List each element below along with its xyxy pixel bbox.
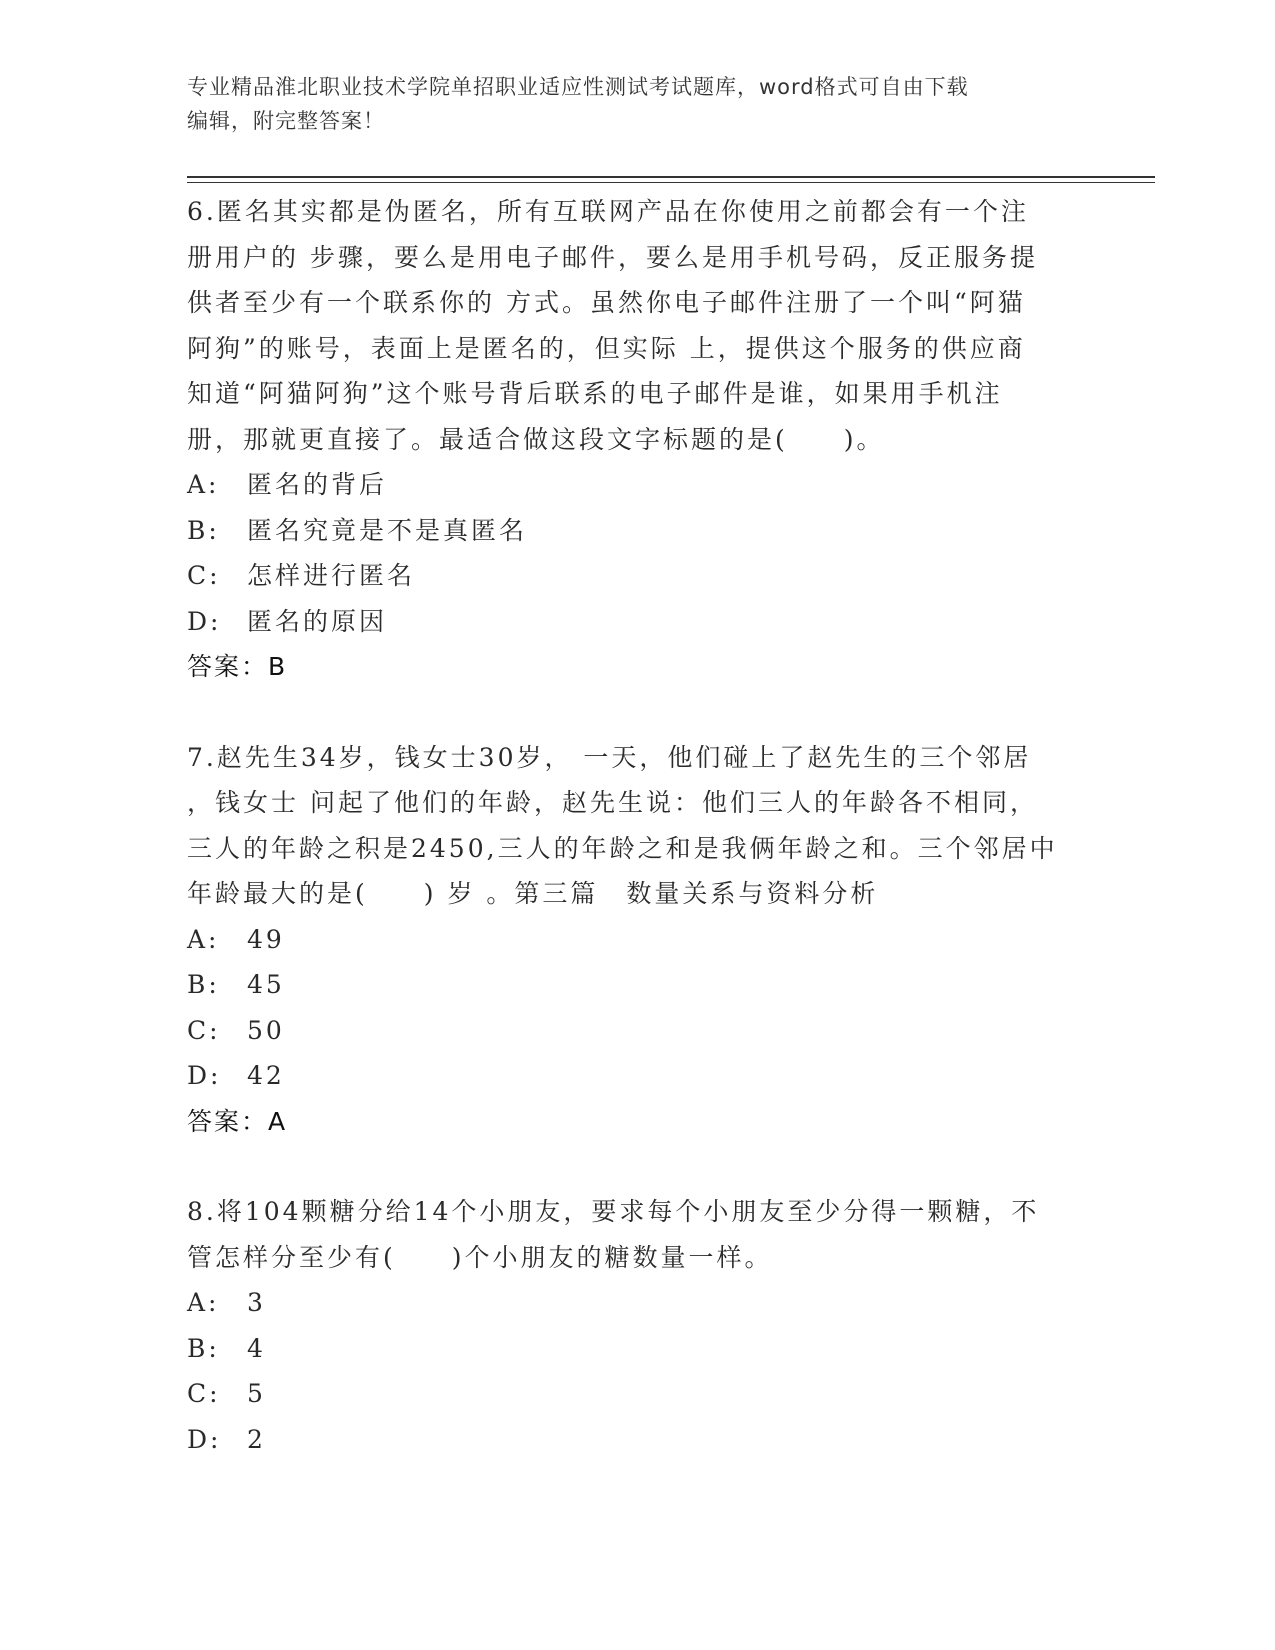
question-7-line-1: 7.赵先生34岁，钱女士30岁， 一天，他们碰上了赵先生的三个邻居	[187, 742, 1032, 772]
question-8-line-1: 8.将104颗糖分给14个小朋友，要求每个小朋友至少分得一颗糖，不	[187, 1197, 1040, 1226]
question-6-option-d	[187, 599, 1077, 645]
document-header	[187, 70, 1067, 138]
option-key: B:	[187, 515, 220, 545]
option-text: 匿名究竟是不是真匿名	[247, 515, 528, 545]
question-6-option-a	[187, 462, 1077, 508]
question-list	[187, 189, 1077, 1462]
question-6-option-b	[187, 508, 1077, 554]
question-7-option-d	[187, 1053, 1077, 1099]
question-6-line-1: 6.匿名其实都是伪匿名，所有互联网产品在你使用之前都会有一个注	[187, 197, 1029, 226]
option-text: 42	[247, 1061, 285, 1090]
question-7	[187, 735, 1077, 1145]
header-line-2: 编辑，附完整答案！	[187, 109, 385, 133]
option-key: C:	[187, 1015, 221, 1045]
question-6-answer: 答案：B	[187, 652, 288, 681]
question-8-option-c	[187, 1371, 1077, 1417]
option-text: 2	[247, 1424, 266, 1454]
question-7-line-4: 年龄最大的是( ) 岁 。第三篇 数量关系与资料分析	[187, 879, 879, 908]
option-key: D:	[187, 1061, 222, 1090]
option-text: 45	[247, 970, 285, 999]
question-6-line-3: 供者至少有一个联系你的 方式。虽然你电子邮件注册了一个叫“阿猫	[187, 288, 1026, 317]
question-7-option-b	[187, 962, 1077, 1008]
option-text: 3	[247, 1288, 266, 1317]
option-text: 匿名的背后	[247, 470, 388, 499]
option-key: A:	[187, 924, 220, 954]
option-key: A:	[187, 470, 220, 499]
question-6	[187, 189, 1077, 690]
question-8-option-a	[187, 1280, 1077, 1326]
option-text: 4	[247, 1333, 266, 1363]
spacer	[187, 1144, 1077, 1189]
option-key: D:	[187, 606, 222, 636]
option-text: 50	[247, 1015, 285, 1045]
option-key: C:	[187, 561, 221, 590]
option-key: D:	[187, 1424, 222, 1454]
header-divider-thick	[187, 176, 1155, 178]
question-8-option-d	[187, 1417, 1077, 1463]
option-text: 5	[247, 1379, 266, 1408]
question-6-option-c	[187, 553, 1077, 599]
option-text: 怎样进行匿名	[247, 561, 416, 590]
header-line-1: 专业精品淮北职业技术学院单招职业适应性测试考试题库，word格式可自由下载	[187, 75, 969, 99]
option-key: A:	[187, 1288, 220, 1317]
question-7-line-3: 三人的年龄之积是2450,三人的年龄之和是我俩年龄之和。三个邻居中	[187, 833, 1058, 863]
header-divider-thin	[187, 182, 1155, 183]
question-8-line-2: 管怎样分至少有( )个小朋友的糖数量一样。	[187, 1242, 773, 1272]
option-text: 匿名的原因	[247, 606, 388, 636]
question-6-line-6: 册，那就更直接了。最适合做这段文字标题的是( )。	[187, 424, 885, 454]
question-7-option-c	[187, 1008, 1077, 1054]
option-key: B:	[187, 1333, 220, 1363]
question-7-answer: 答案：A	[187, 1106, 288, 1136]
question-6-line-4: 阿狗”的账号，表面上是匿名的，但实际 上，提供这个服务的供应商	[187, 333, 1026, 363]
question-6-line-5: 知道“阿猫阿狗”这个账号背后联系的电子邮件是谁，如果用手机注	[187, 379, 1003, 408]
question-6-line-2: 册用户的 步骤，要么是用电子邮件，要么是用手机号码，反正服务提	[187, 242, 1038, 272]
option-text: 49	[247, 924, 285, 954]
question-8	[187, 1189, 1077, 1462]
spacer	[187, 690, 1077, 735]
question-7-line-2: ，钱女士 问起了他们的年龄，赵先生说：他们三人的年龄各不相同，	[187, 788, 1038, 817]
question-7-option-a	[187, 917, 1077, 963]
option-key: C:	[187, 1379, 221, 1408]
option-key: B:	[187, 970, 220, 999]
question-8-option-b	[187, 1326, 1077, 1372]
